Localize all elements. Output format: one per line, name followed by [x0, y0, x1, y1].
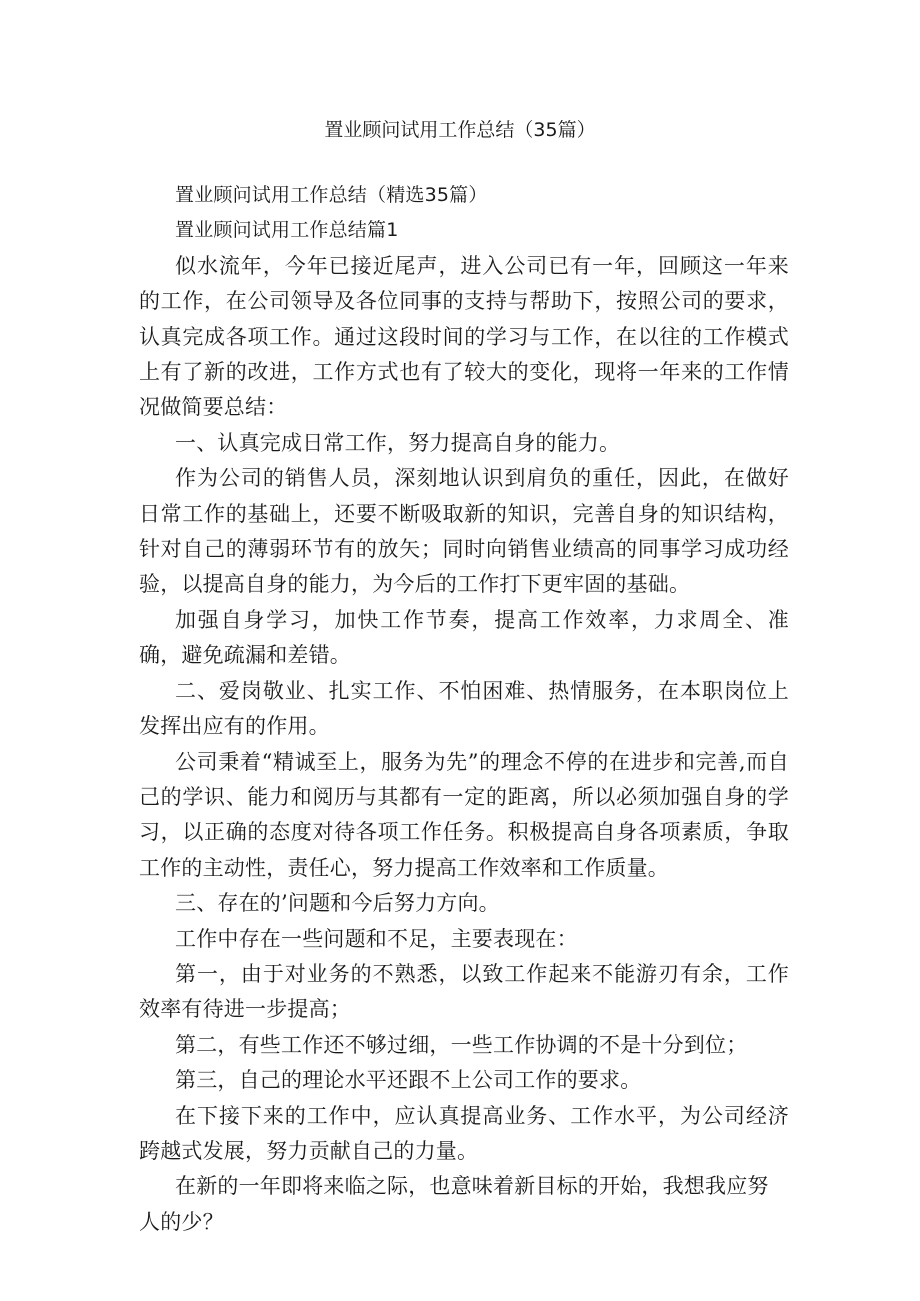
document-title: 置业顾问试用工作总结（35篇） — [324, 119, 596, 141]
paragraph: 加强自身学习，加快工作节奏，提高工作效率，力求周全、准确，避免疏漏和差错。 — [139, 607, 789, 668]
paragraph: 公司秉着“精诚至上，服务为先”的理念不停的在进步和完善,而自己的学识、能力和阅历与其都有一定的距离，所以必须加强自身的学习，以正确的态度对待各项工作任务。积极提高自身各项素质，争取工作的主动性，责任心，努力提高工作效率和工作质量。 — [139, 749, 789, 880]
paragraph: 第三，自己的理论水平还跟不上公司工作的要求。 — [175, 1068, 642, 1093]
paragraph: 第一，由于对业务的不熟悉，以致工作起来不能游刃有余，工作效率有待进一步提高； — [139, 961, 789, 1022]
paragraph: 工作中存在一些问题和不足，主要表现在： — [175, 926, 578, 951]
paragraph: 一、认真完成日常工作，努力提高自身的能力。 — [175, 430, 621, 455]
paragraph: 作为公司的销售人员，深刻地认识到肩负的重任，因此，在做好日常工作的基础上，还要不断吸取新的知识，完善自身的知识结构，针对自己的薄弱环节有的放矢；同时向销售业绩高的同事学习成功经验，以提高自身的能力，为今后的工作打下更牢固的基础。 — [139, 466, 789, 597]
paragraph: 第二，有些工作还不够过细，一些工作协调的不是十分到位； — [175, 1032, 748, 1057]
paragraph: 在下接下来的工作中，应认真提高业务、工作水平，为公司经济跨越式发展，努力贡献自己的力量。 — [139, 1103, 789, 1163]
paragraph-tail: 人的少？ — [139, 1209, 224, 1234]
paragraph: 三、存在的’问题和今后努力方向。 — [175, 891, 500, 916]
section-heading: 置业顾问试用工作总结篇1 — [175, 219, 399, 242]
document-body — [139, 178, 789, 1240]
paragraph: 在新的一年即将来临之际，也意味着新目标的开始，我想我应努 — [175, 1174, 769, 1199]
paragraph: 似水流年，今年已接近尾声，进入公司已有一年，回顾这一年来的工作，在公司领导及各位同事的支持与帮助下，按照公司的要求，认真完成各项工作。通过这段时间的学习与工作，在以往的工作模式上有了新的改进，工作方式也有了较大的变化，现将一年来的工作情况做简要总结： — [139, 253, 789, 420]
document-subtitle: 置业顾问试用工作总结（精选35篇） — [175, 184, 488, 206]
paragraph: 二、爱岗敬业、扎实工作、不怕困难、热情服务，在本职岗位上发挥出应有的作用。 — [139, 678, 789, 739]
